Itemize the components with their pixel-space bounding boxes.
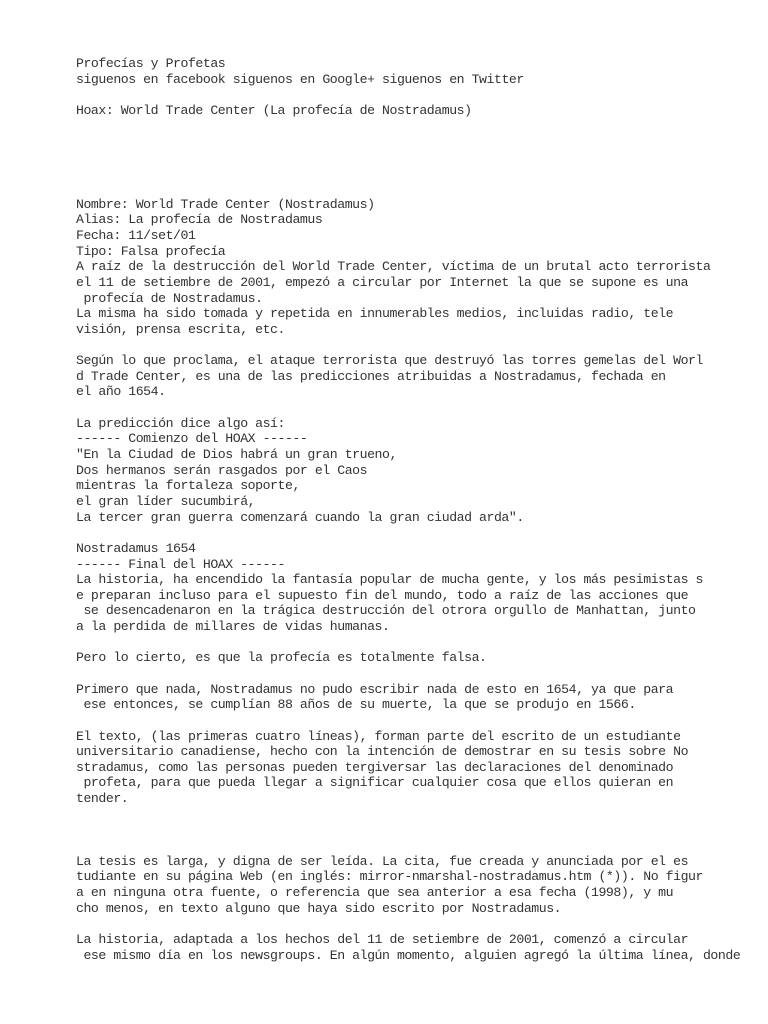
document-page: [76, 56, 756, 963]
body-line: Según lo que proclama, el ataque terrorista que destruyó las torres gemelas del Worl: [76, 353, 703, 369]
prophecy-attribution: Nostradamus 1654: [76, 540, 196, 556]
body-line: Primero que nada, Nostradamus no pudo escribir nada de esto en 1654, ya que para: [76, 681, 674, 697]
prophecy-line: el gran líder sucumbirá,: [76, 493, 256, 509]
body-line: el 11 de setiembre de 2001, empezó a circular por Internet la que se supone es una: [76, 274, 689, 290]
hoax-start-marker: ------ Comienzo del HOAX ------: [76, 431, 308, 447]
twitter-link[interactable]: siguenos en Twitter: [382, 71, 524, 87]
hoax-end-marker: ------ Final del HOAX ------: [76, 556, 285, 572]
body-line: La misma ha sido tomada y repetida en innumerables medios, incluidas radio, tele: [76, 306, 674, 322]
prophecy-line: La tercer gran guerra comenzará cuando la gran ciudad arda".: [76, 509, 524, 525]
body-line: universitario canadiense, hecho con la intención de demostrar en su tesis sobre No: [76, 744, 689, 760]
body-line: La historia, ha encendido la fantasía popular de mucha gente, y los más pesimistas s: [76, 572, 703, 588]
body-line: A raíz de la destrucción del World Trade Center, víctima de un brutal acto terrorista: [76, 259, 711, 275]
body-line: profecía de Nostradamus.: [76, 290, 263, 306]
social-links-line: [76, 72, 756, 88]
body-line: a la perdida de millares de vidas humanas.: [76, 619, 390, 635]
meta-alias: Alias: La profecía de Nostradamus: [76, 212, 323, 228]
body-line: a en ninguna otra fuente, o referencia que sea anterior a esa fecha (1998), y mu: [76, 884, 674, 900]
body-line: La historia, adaptada a los hechos del 11 de setiembre de 2001, comenzó a circular: [76, 931, 689, 947]
body-line: el año 1654.: [76, 384, 166, 400]
body-line: ese mismo día en los newsgroups. En algún momento, alguien agregó la última línea, donde: [76, 947, 741, 963]
body-line: profeta, para que pueda llegar a significar cualquier cosa que ellos quieran en: [76, 775, 674, 791]
body-line: se desencadenaron en la trágica destrucción del otrora orgullo de Manhattan, junto: [76, 603, 696, 619]
body-line: d Trade Center, es una de las predicciones atribuidas a Nostradamus, fechada en: [76, 368, 666, 384]
body-line: tudiante en su página Web (en inglés: mirror-nmarshal-nostradamus.htm (*)). No figur: [76, 869, 703, 885]
body-line: El texto, (las primeras cuatro líneas), forman parte del escrito de un estudiante: [76, 728, 681, 744]
article-title: Hoax: World Trade Center (La profecía de Nostradamus): [76, 102, 472, 118]
meta-fecha: Fecha: 11/set/01: [76, 228, 196, 244]
prophecy-line: mientras la fortaleza soporte,: [76, 478, 300, 494]
body-line: Pero lo cierto, es que la profecía es totalmente falsa.: [76, 650, 487, 666]
body-line: tender.: [76, 791, 129, 807]
body-line: e preparan incluso para el supuesto fin del mundo, todo a raíz de las acciones que: [76, 587, 689, 603]
body-line: La tesis es larga, y digna de ser leída. La cita, fue creada y anunciada por el es: [76, 853, 689, 869]
body-line: La predicción dice algo así:: [76, 415, 285, 431]
meta-tipo: Tipo: Falsa profecía: [76, 243, 226, 259]
prophecy-line: Dos hermanos serán rasgados por el Caos: [76, 462, 368, 478]
body-line: cho menos, en texto alguno que haya sido escrito por Nostradamus.: [76, 900, 562, 916]
google-plus-link[interactable]: siguenos en Google+: [232, 71, 375, 87]
site-title: Profecías y Profetas: [76, 56, 226, 71]
prophecy-line: "En la Ciudad de Dios habrá un gran trueno,: [76, 447, 397, 463]
facebook-link[interactable]: siguenos en facebook: [76, 71, 226, 87]
body-line: stradamus, como las personas pueden tergiversar las declaraciones del denominado: [76, 759, 674, 775]
body-line: visión, prensa escrita, etc.: [76, 321, 285, 337]
body-line: ese entonces, se cumplían 88 años de su muerte, la que se produjo en 1566.: [76, 697, 636, 713]
meta-nombre: Nombre: World Trade Center (Nostradamus): [76, 196, 375, 212]
